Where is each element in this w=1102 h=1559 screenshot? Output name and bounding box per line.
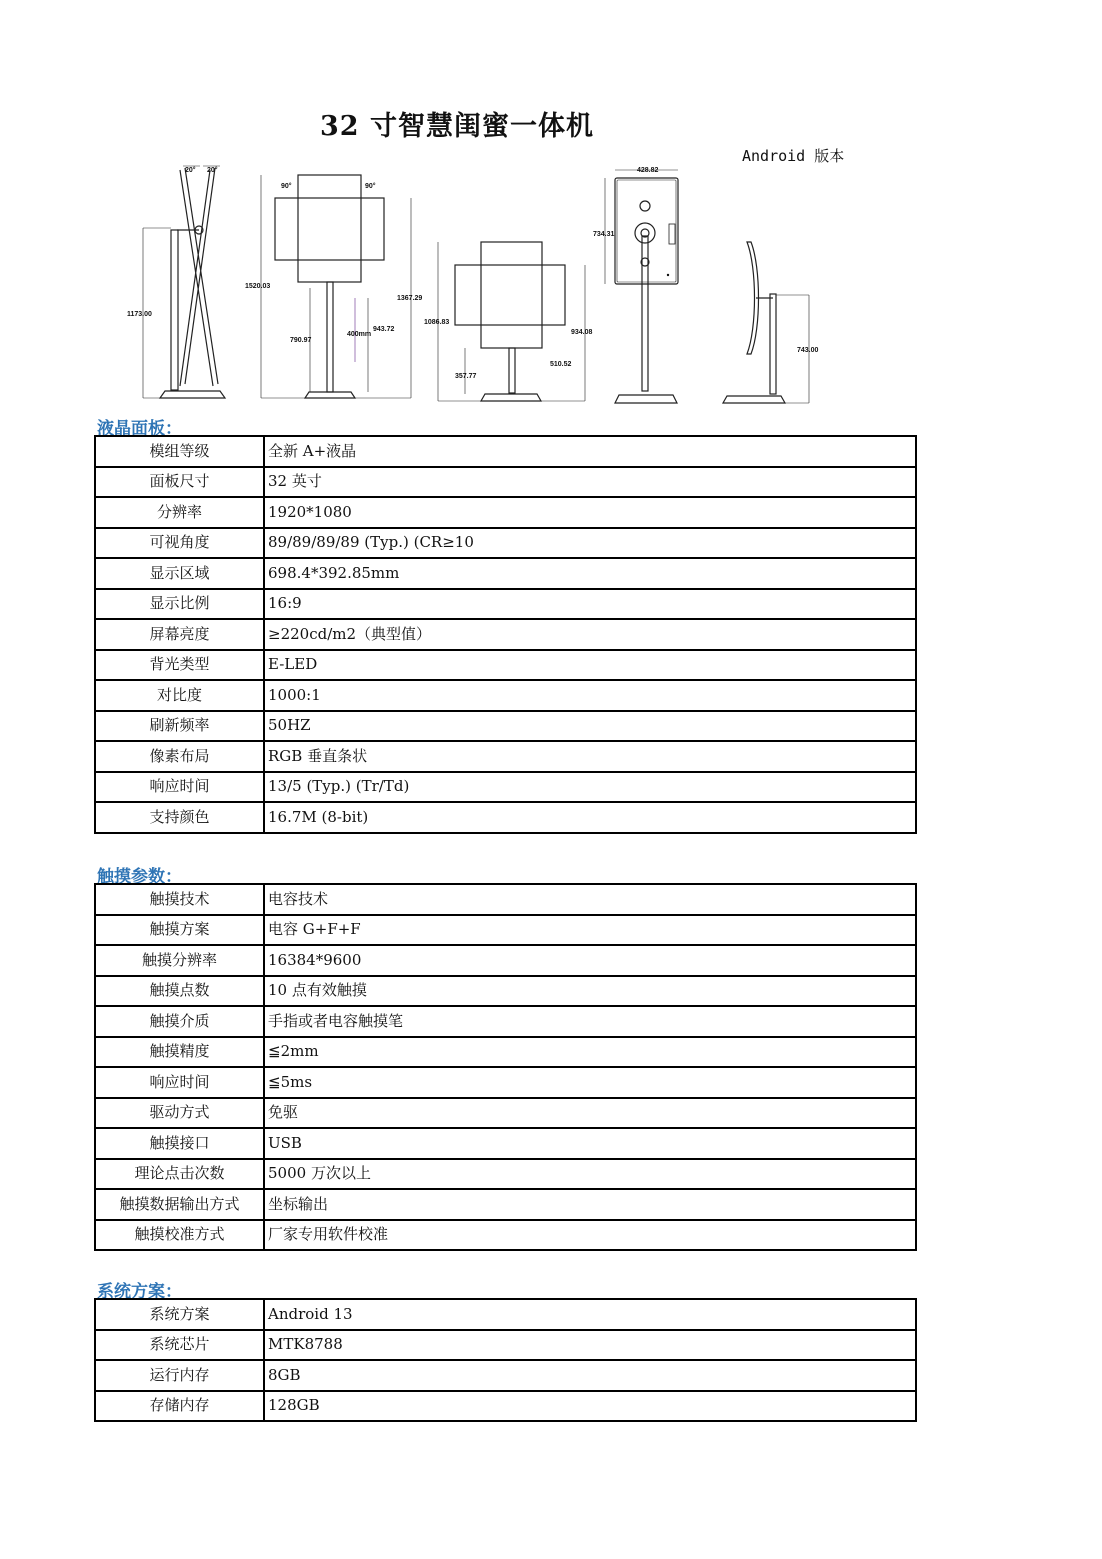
- table-row: [95, 1037, 916, 1068]
- spec-value: MTK8788: [264, 1330, 916, 1361]
- table-row: [95, 528, 916, 559]
- dim-label: 1367.29: [397, 295, 423, 302]
- spec-label: 分辨率: [95, 497, 264, 528]
- table-row: [95, 1330, 916, 1361]
- spec-value: 16384*9600: [264, 945, 916, 976]
- spec-value: 免驱: [264, 1098, 916, 1129]
- spec-value: 手指或者电容触摸笔: [264, 1006, 916, 1037]
- dim-label: 20°: [185, 167, 196, 174]
- spec-value: 全新 A+液晶: [264, 436, 916, 467]
- dim-label: 90°: [281, 183, 292, 190]
- dim-label: 428.82: [637, 167, 659, 174]
- dim-label: 1086.83: [424, 319, 450, 326]
- spec-value: 128GB: [264, 1391, 916, 1422]
- spec-label: 触摸接口: [95, 1128, 264, 1159]
- spec-value: 厂家专用软件校准: [264, 1220, 916, 1251]
- spec-value: RGB 垂直条状: [264, 741, 916, 772]
- spec-value: 10 点有效触摸: [264, 976, 916, 1007]
- table-row: [95, 945, 916, 976]
- spec-value: Android 13: [264, 1299, 916, 1330]
- spec-label: 触摸精度: [95, 1037, 264, 1068]
- spec-label: 理论点击次数: [95, 1159, 264, 1190]
- spec-label: 触摸校准方式: [95, 1220, 264, 1251]
- table-row: [95, 1299, 916, 1330]
- table-row: [95, 558, 916, 589]
- dim-label: 790.97: [290, 337, 312, 344]
- spec-label: 系统芯片: [95, 1330, 264, 1361]
- rotate-view-landscape-screen: [275, 198, 384, 260]
- spec-value: ≥220cd/m2（典型值）: [264, 619, 916, 650]
- back-view-knob: [640, 201, 650, 211]
- tilt-view-base: [160, 391, 225, 398]
- spec-label: 触摸数据输出方式: [95, 1189, 264, 1220]
- back-view-screen: [615, 178, 678, 284]
- table-row: [95, 884, 916, 915]
- spec-value: 8GB: [264, 1360, 916, 1391]
- table-row: [95, 650, 916, 681]
- tilt-view-pole: [171, 230, 178, 390]
- spec-label: 刷新频率: [95, 711, 264, 742]
- spec-value: 电容技术: [264, 884, 916, 915]
- dim-label: 357.77: [455, 373, 477, 380]
- table-row: [95, 1006, 916, 1037]
- table-row: [95, 915, 916, 946]
- dim-label: 90°: [365, 183, 376, 190]
- spec-label: 运行内存: [95, 1360, 264, 1391]
- spec-value: 坐标输出: [264, 1189, 916, 1220]
- table-row: [95, 1220, 916, 1251]
- section-title-lcd-panel: 液晶面板：: [97, 419, 182, 439]
- spec-value: ≦2mm: [264, 1037, 916, 1068]
- dim-label: 743.00: [797, 347, 819, 354]
- table-row: [95, 1067, 916, 1098]
- lowered-view-landscape-screen: [455, 265, 565, 325]
- tilt-view-screen: [180, 168, 218, 386]
- table-row: [95, 619, 916, 650]
- table-row: [95, 1128, 916, 1159]
- spec-label: 面板尺寸: [95, 467, 264, 498]
- spec-label: 显示比例: [95, 589, 264, 620]
- table-row: [95, 976, 916, 1007]
- spec-value: E-LED: [264, 650, 916, 681]
- table-row: [95, 589, 916, 620]
- dim-label: 510.52: [550, 361, 572, 368]
- spec-label: 对比度: [95, 680, 264, 711]
- rotate-view-portrait-screen: [298, 175, 361, 282]
- spec-label: 显示区域: [95, 558, 264, 589]
- table-row: [95, 497, 916, 528]
- spec-value: 1920*1080: [264, 497, 916, 528]
- spec-label: 背光类型: [95, 650, 264, 681]
- dim-label: 734.31: [593, 231, 615, 238]
- spec-value: 1000:1: [264, 680, 916, 711]
- rotate-view-pole: [327, 282, 333, 392]
- dim-label: 1173.00: [127, 311, 152, 318]
- table-row: [95, 436, 916, 467]
- spec-label: 驱动方式: [95, 1098, 264, 1129]
- spec-label: 支持颜色: [95, 802, 264, 833]
- spec-label: 响应时间: [95, 1067, 264, 1098]
- spec-value: 32 英寸: [264, 467, 916, 498]
- touch-spec-table: [94, 883, 917, 1251]
- table-row: [95, 1189, 916, 1220]
- table-row: [95, 680, 916, 711]
- product-dimension-drawing: [125, 158, 845, 408]
- spec-label: 可视角度: [95, 528, 264, 559]
- dim-label: 943.72: [373, 326, 395, 333]
- spec-value: USB: [264, 1128, 916, 1159]
- spec-label: 系统方案: [95, 1299, 264, 1330]
- lowered-view-portrait-screen: [481, 242, 542, 348]
- dim-label: 20°: [207, 167, 218, 174]
- table-row: [95, 802, 916, 833]
- section-title-touch-params: 触摸参数：: [97, 867, 182, 887]
- spec-value: ≦5ms: [264, 1067, 916, 1098]
- spec-label: 响应时间: [95, 772, 264, 803]
- spec-label: 存储内存: [95, 1391, 264, 1422]
- spec-label: 模组等级: [95, 436, 264, 467]
- spec-label: 触摸点数: [95, 976, 264, 1007]
- system-spec-table: [94, 1298, 917, 1422]
- table-row: [95, 741, 916, 772]
- spec-label: 触摸分辨率: [95, 945, 264, 976]
- spec-value: 89/89/89/89 (Typ.) (CR≥10: [264, 528, 916, 559]
- table-row: [95, 467, 916, 498]
- table-row: [95, 1159, 916, 1190]
- table-row: [95, 772, 916, 803]
- spec-label: 触摸方案: [95, 915, 264, 946]
- spec-value: 13/5 (Typ.) (Tr/Td): [264, 772, 916, 803]
- spec-label: 触摸技术: [95, 884, 264, 915]
- lcd-panel-spec-table: [94, 435, 917, 834]
- spec-value: 5000 万次以上: [264, 1159, 916, 1190]
- version-label: Android 版本: [742, 147, 845, 165]
- dim-label: 400mm: [347, 331, 372, 338]
- spec-value: 16:9: [264, 589, 916, 620]
- spec-value: 16.7M (8-bit): [264, 802, 916, 833]
- dim-label: 1520.03: [245, 283, 271, 290]
- spec-value: 50HZ: [264, 711, 916, 742]
- table-row: [95, 1360, 916, 1391]
- spec-label: 触摸介质: [95, 1006, 264, 1037]
- spec-value: 电容 G+F+F: [264, 915, 916, 946]
- spec-value: 698.4*392.85mm: [264, 558, 916, 589]
- table-row: [95, 1098, 916, 1129]
- section-title-system: 系统方案：: [97, 1282, 182, 1302]
- dim-label: 934.08: [571, 329, 593, 336]
- page-title: 32 寸智慧闺蜜一体机: [320, 111, 594, 142]
- table-row: [95, 711, 916, 742]
- table-row: [95, 1391, 916, 1422]
- dimension-labels: [127, 166, 819, 380]
- spec-label: 屏幕亮度: [95, 619, 264, 650]
- spec-label: 像素布局: [95, 741, 264, 772]
